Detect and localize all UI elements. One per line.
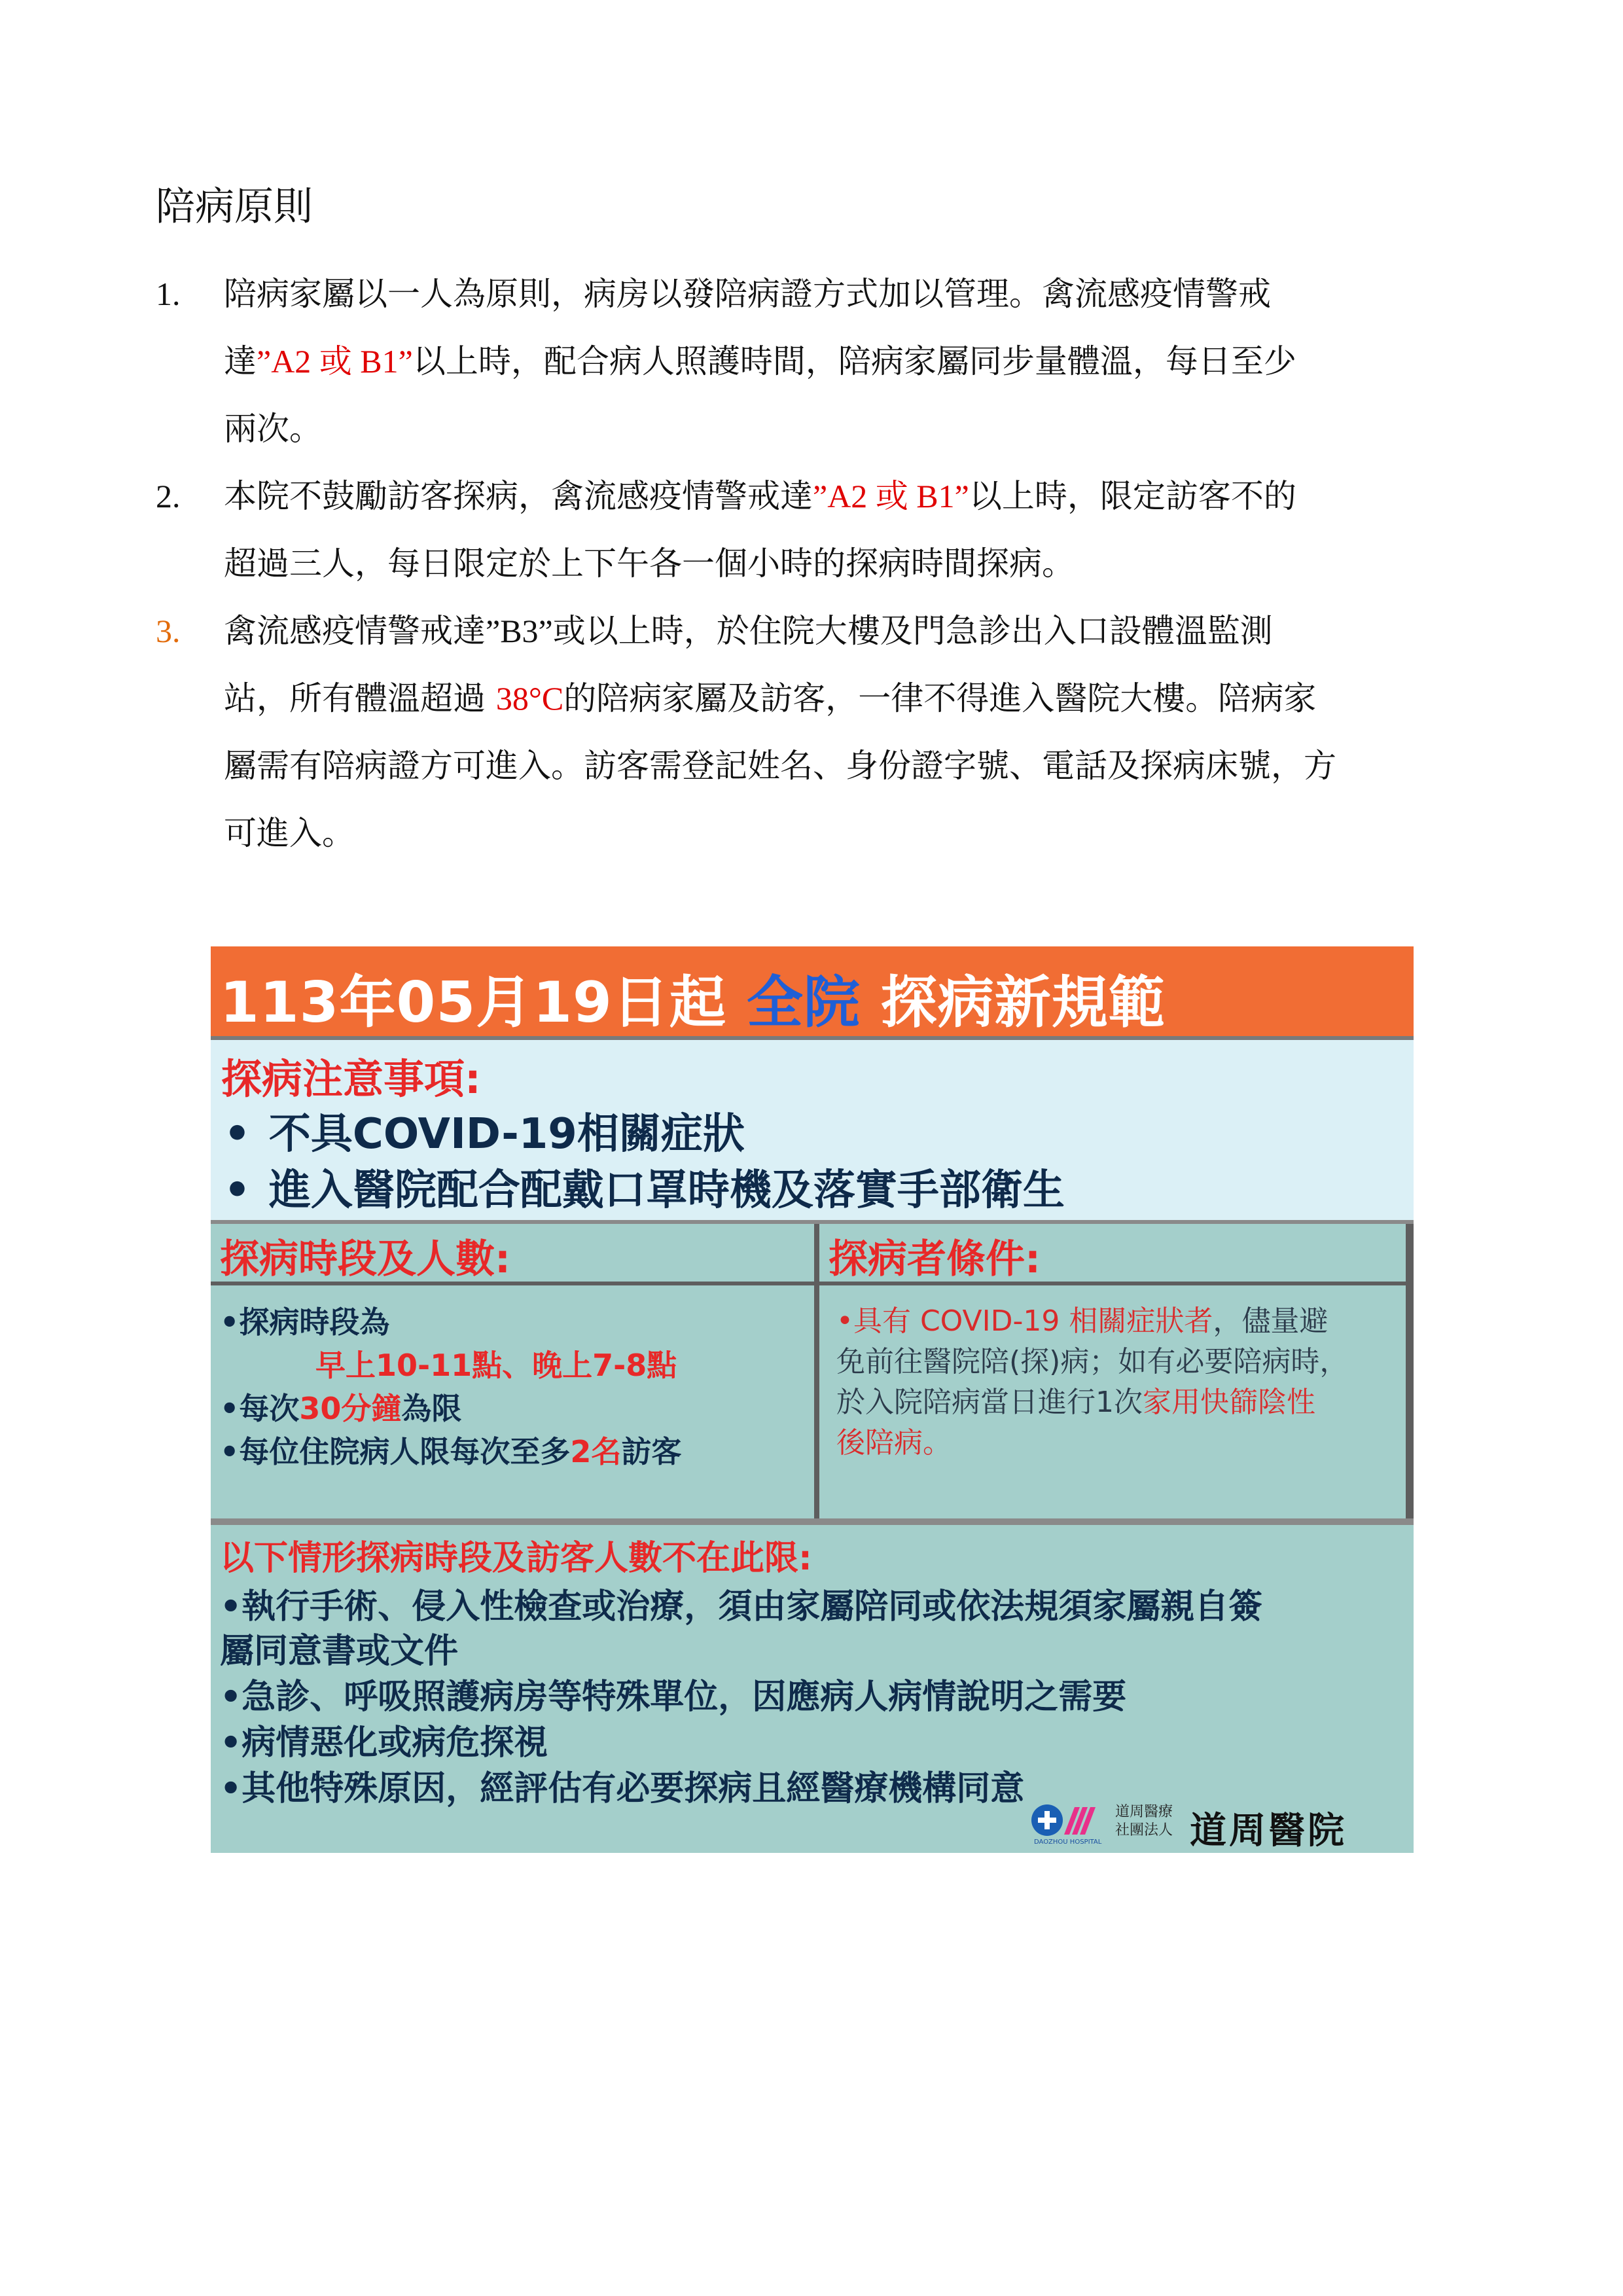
conditions-title: 探病者條件: (829, 1236, 1041, 1282)
logo-small-text: 道周醫療 社團法人 (1115, 1804, 1173, 1839)
notes-item-text: 進入醫院配合配戴口罩時機及落實手部衛生 (268, 1166, 1065, 1215)
notes-item (224, 1100, 745, 1160)
conditions-text: 於入院陪病當日進行1次 (836, 1386, 1143, 1419)
hospital-logo (1030, 1801, 1397, 1852)
conditions-highlight: 家用快篩陰性 (1143, 1386, 1315, 1419)
rule-item-3 (156, 598, 1484, 867)
conditions-line: 免前往醫院陪(探)病；如有必要陪病時， (836, 1345, 1349, 1378)
rule-text: 超過三人，每日限定於上下午各一個小時的探病時間探病。 (224, 545, 1075, 583)
exceptions-item: •病情惡化或病危探視 (220, 1723, 548, 1763)
exceptions-item: •執行手術、侵入性檢查或治療，須由家屬陪同或依法規須家屬親自簽 (220, 1587, 1263, 1626)
conditions-line (836, 1297, 1328, 1339)
rule-text: 本院不鼓勵訪客探病，禽流感疫情警戒達 (224, 477, 813, 515)
rule-item-2 (156, 463, 1484, 598)
hours-visitor-count: 2名 (570, 1434, 622, 1469)
panel-edge (1406, 1224, 1414, 1522)
rule-text: 可進入。 (224, 814, 355, 852)
logo-hospital-name: 道周醫院 (1190, 1809, 1347, 1852)
hours-text: •每次 (220, 1391, 300, 1426)
hospital-logo-icon (1030, 1802, 1102, 1841)
poster-title-highlight: 全院 (746, 970, 861, 1035)
rule-item-1 (156, 260, 1484, 463)
rule-number: 3. (156, 613, 181, 649)
hours-line (220, 1385, 461, 1428)
alert-level-text: ”A2 或 B1” (257, 343, 413, 380)
rules-list (156, 260, 1484, 867)
conditions-highlight: 後陪病。 (836, 1426, 952, 1460)
exceptions-title: 以下情形探病時段及訪客人數不在此限: (220, 1539, 812, 1578)
notes-title: 探病注意事項: (221, 1055, 481, 1103)
rule-text: 站，所有體溫超過 (224, 679, 496, 717)
hours-title: 探病時段及人數: (220, 1236, 510, 1282)
hours-text: •每位住院病人限每次至多 (220, 1434, 571, 1469)
visiting-rules-poster (211, 946, 1414, 1853)
rule-text: 的陪病家屬及訪客，一律不得進入醫院大樓。陪病家 (563, 679, 1317, 717)
conditions-panel-header (819, 1224, 1406, 1285)
rule-line (224, 732, 1484, 800)
hours-duration: 30分鐘 (299, 1391, 402, 1426)
hours-times: 早上10-11點、晚上7-8點 (315, 1348, 677, 1383)
bullet-icon: • (224, 1166, 251, 1215)
hours-line (220, 1428, 681, 1471)
notes-section (211, 1040, 1414, 1224)
conditions-line (836, 1378, 1315, 1420)
hours-text: 為限 (401, 1391, 462, 1426)
poster-header (211, 946, 1414, 1040)
conditions-text: ，儘量避 (1213, 1304, 1329, 1338)
conditions-line (836, 1419, 952, 1461)
rule-line (224, 665, 1484, 732)
rule-text: 禽流感疫情警戒達 (224, 612, 486, 650)
notes-item-text: 不具COVID-19相關症狀 (268, 1110, 745, 1158)
alert-level-text: ”A2 或 B1” (813, 478, 969, 514)
section-divider (211, 1518, 1414, 1525)
conditions-highlight: •具有 COVID-19 相關症狀者 (836, 1304, 1213, 1338)
rule-line (224, 395, 1484, 463)
rule-line (224, 328, 1484, 395)
rule-line (224, 800, 1484, 867)
rule-text: 兩次。 (224, 410, 322, 448)
rule-line (224, 463, 1484, 530)
rule-number: 2. (156, 478, 181, 514)
rule-text: 以上時，配合病人照護時間，陪病家屬同步量體溫，每日至少 (412, 342, 1296, 380)
exceptions-item: 屬同意書或文件 (220, 1632, 459, 1671)
hours-panel-header (211, 1224, 814, 1285)
rule-text: 或以上時，於住院大樓及門急診出入口設體溫監測 (552, 612, 1273, 650)
alert-level-text: ”B3” (486, 613, 553, 649)
temperature-text: 38°C (495, 680, 564, 717)
logo-english-name: DAOZHOU HOSPITAL (1034, 1839, 1102, 1846)
poster-title-suffix: 探病新規範 (860, 970, 1166, 1035)
panel-divider (814, 1224, 819, 1522)
poster-title (220, 957, 1166, 1038)
notes-item (224, 1157, 1065, 1217)
poster-title-date: 113年05月19日起 (220, 970, 747, 1035)
rule-line (224, 260, 1484, 328)
rule-text: 陪病家屬以一人為原則，病房以發陪病證方式加以管理。禽流感疫情警戒 (224, 275, 1271, 313)
rule-line (224, 598, 1484, 665)
rule-text: 屬需有陪病證方可進入。訪客需登記姓名、身份證字號、電話及探病床號，方 (224, 747, 1336, 785)
exceptions-item: •急診、呼吸照護病房等特殊單位，因應病人病情說明之需要 (220, 1677, 1127, 1717)
bullet-icon: • (224, 1110, 251, 1158)
hours-line (315, 1342, 677, 1385)
exceptions-item: •其他特殊原因，經評估有必要探病且經醫療機構同意 (220, 1769, 1025, 1808)
rule-line (224, 530, 1484, 598)
rule-text: 以上時，限定訪客不的 (969, 477, 1296, 515)
hours-line: •探病時段為 (220, 1304, 390, 1340)
rule-text: 達 (224, 342, 257, 380)
hours-text: 訪客 (621, 1434, 682, 1469)
rule-number: 1. (156, 276, 181, 312)
page-title: 陪病原則 (156, 184, 313, 230)
